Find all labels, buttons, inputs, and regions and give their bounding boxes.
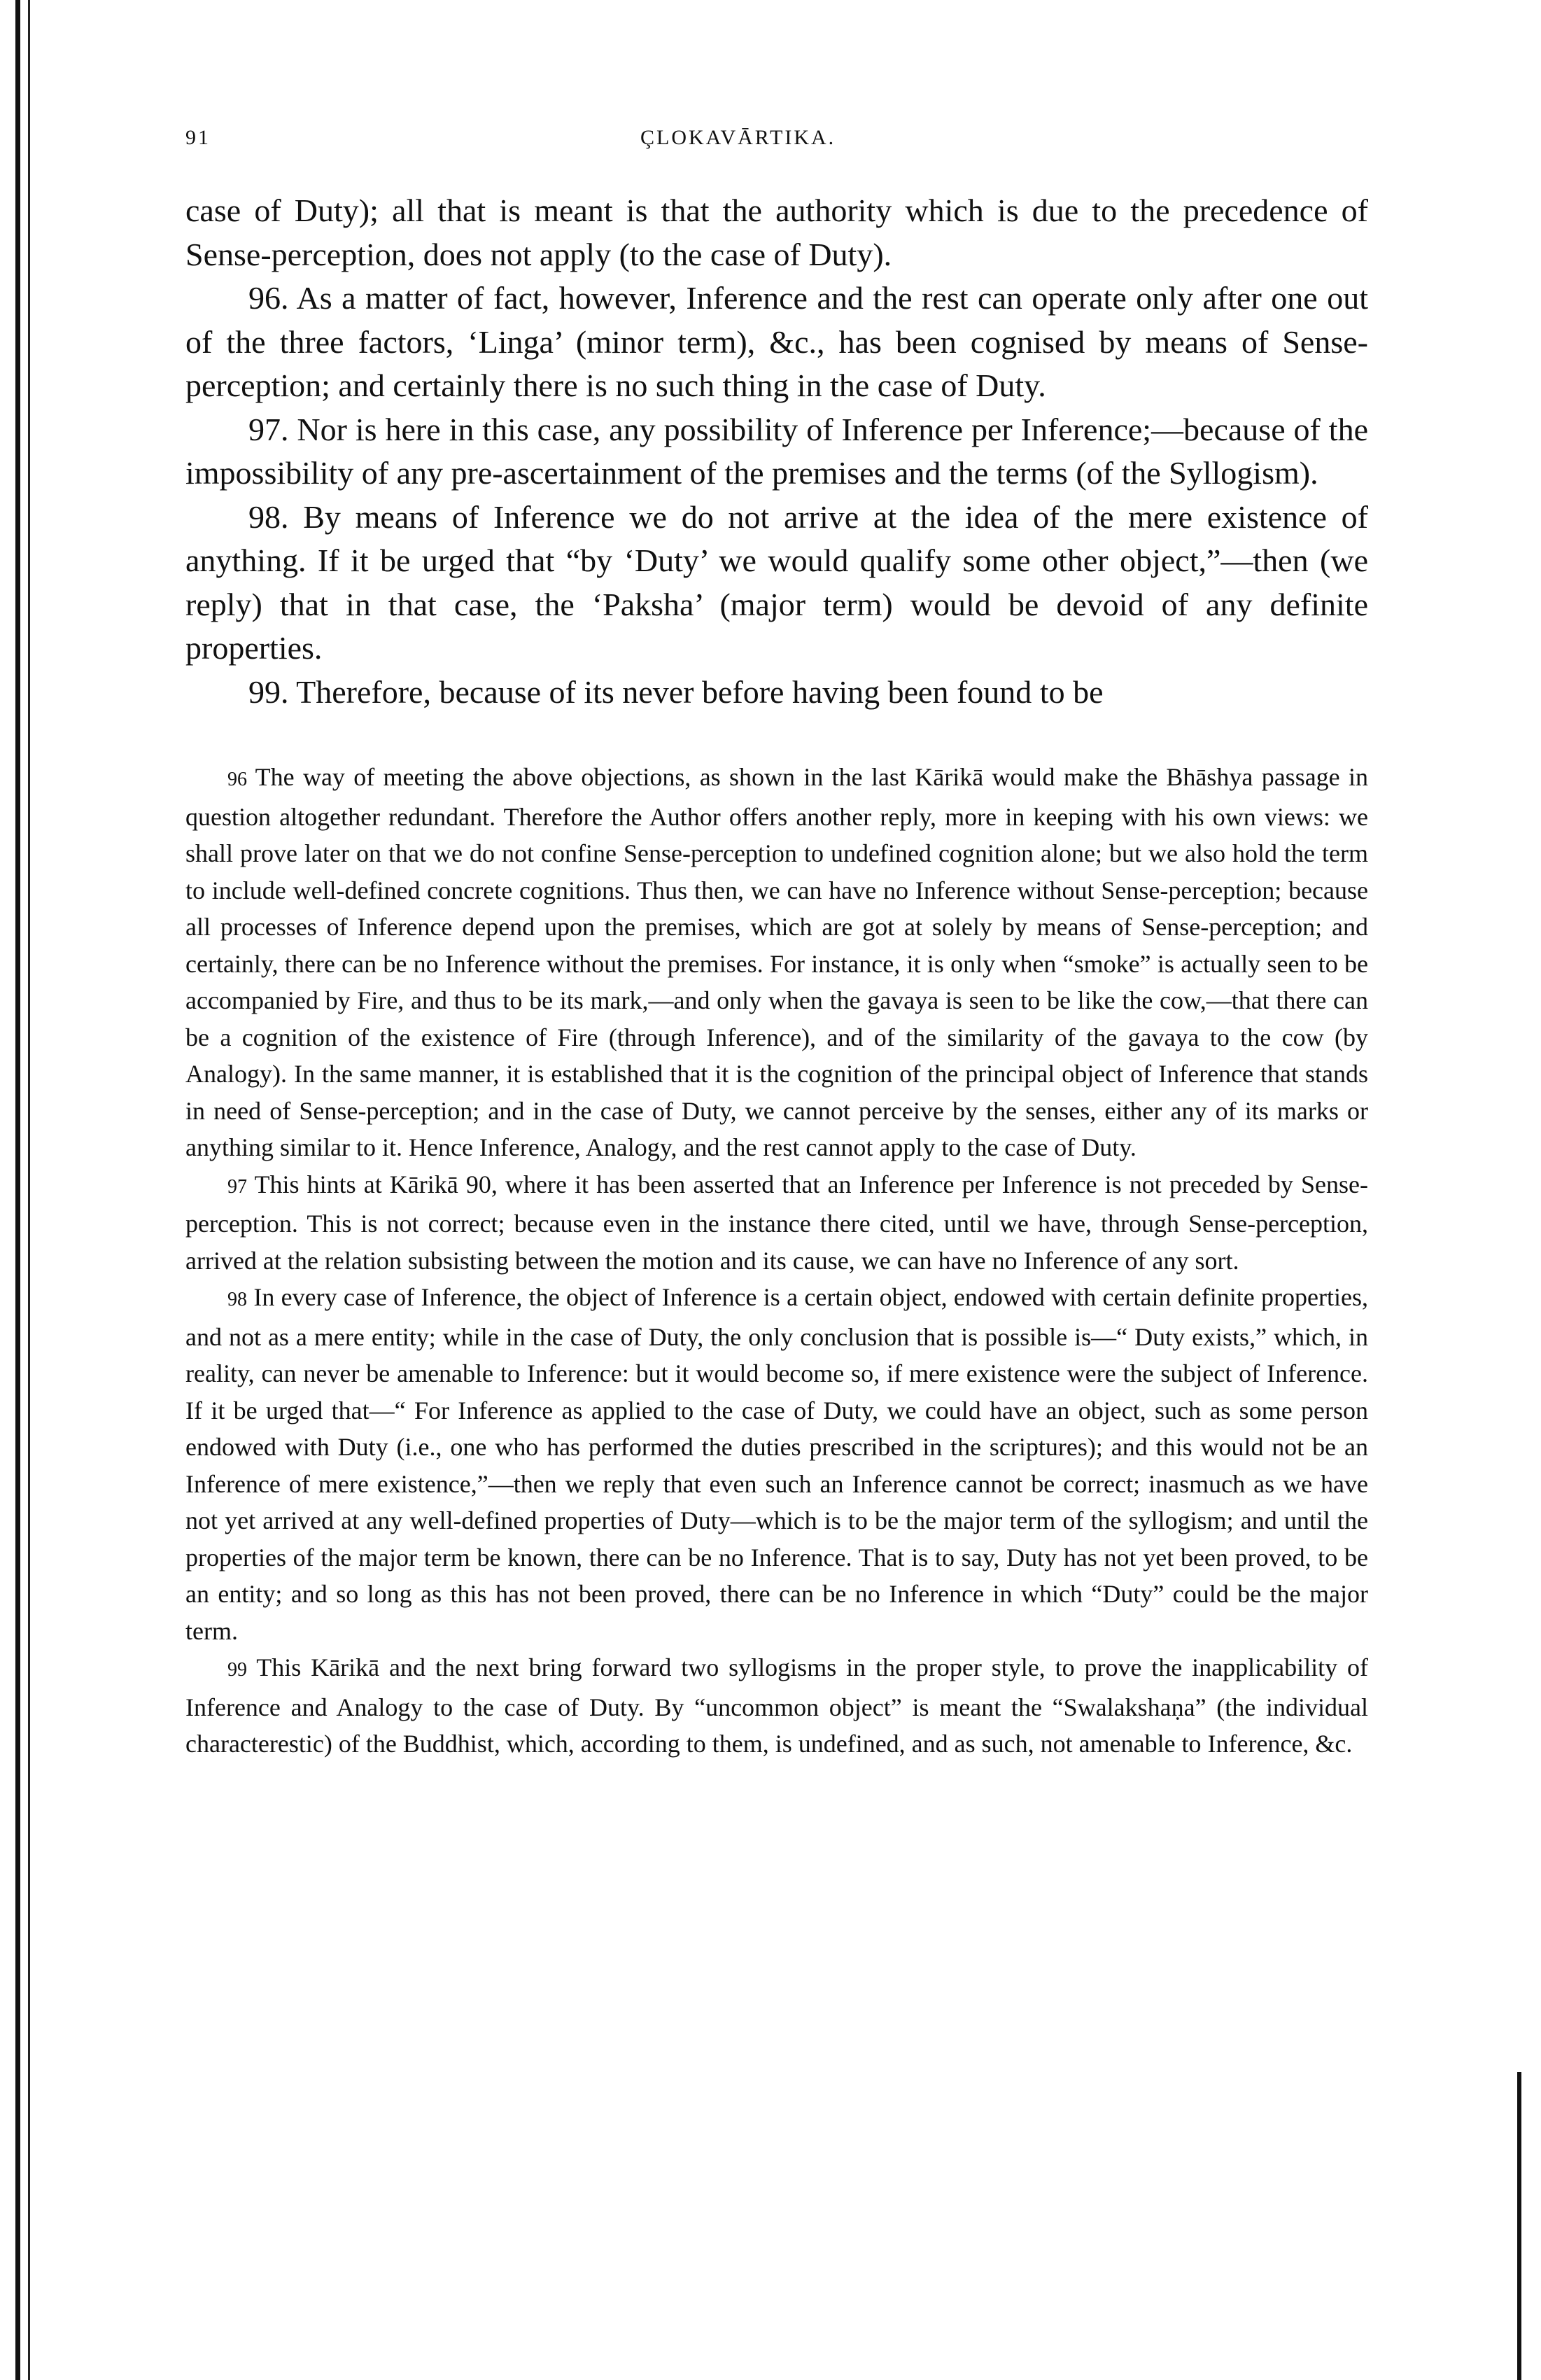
main-text	[185, 189, 1368, 714]
footnote-text: In every case of Inference, the object of Inference is a certain object, endowed with certain definite properties, and not as a mere entity; while in the case of Duty, the only conclusion that is possible is—“ Duty exists,” which, in reality, can never be amenable to Inference: but it would become so, if mere existence were the subject of Inference. If it be urged that—“ For Inference as applied to the case of Duty, we could have an object, such as some person endowed with Duty (i.e., one who has performed the duties prescribed in the scriptures); and this would not be an Inference of mere existence,”—then we reply that even such an Inference cannot be correct; inasmuch as we have not yet arrived at any well-defined properties of Duty—which is to be the major term of the syllogism; and until the properties of the major term be known, there can be no Inference. That is to say, Duty has not yet been proved, to be an entity; and so long as this has not been proved, there can be no Inference in which “Duty” could be the major term.	[185, 1283, 1369, 1645]
paragraph-97: 97. Nor is here in this case, any possibility of Inference per Inference;—because of the impossibility of any pre-ascertainment of the premises and the terms (of the Syllogism).	[185, 411, 1368, 491]
footnote-97	[185, 1166, 1368, 1280]
paragraph-continued: case of Duty); all that is meant is that the authority which is due to the precedence of Sense-perception, does not apply (to the case of Duty).	[185, 192, 1368, 272]
footnote-number: 96	[227, 769, 247, 790]
book-page	[185, 126, 1368, 1763]
running-head	[185, 126, 1368, 168]
footnote-text: This Kārikā and the next bring forward two syllogisms in the proper style, to prove the inapplicability of Inference and Analogy to the case of Duty. By “uncommon object” is meant the “Swalakshaṇa” (the individual characterestic) of the Buddhist, which, according to them, is undefined, and as such, not amenable to Inference, &c.	[185, 1653, 1369, 1758]
paragraph-99: 99. Therefore, because of its never before having been found to be	[248, 673, 1104, 710]
scan-binding-line	[28, 0, 30, 2380]
page-number: 91	[185, 126, 211, 149]
scan-binding-edge	[15, 0, 20, 2380]
footnote-number: 98	[227, 1289, 247, 1310]
footnote-number: 99	[227, 1659, 247, 1681]
footnote-99	[185, 1649, 1368, 1763]
scan-edge-mark	[1517, 2072, 1521, 2380]
footnote-text: The way of meeting the above objections, as shown in the last Kārikā would make the Bhāshya passage in question altogether redundant. Therefore the Author offers another reply, more in keeping with his own views: we shall prove later on that we do not confine Sense-perception to undefined cognition alone; but we also hold the term to include well-defined concrete cognitions. Thus then, we can have no Inference without Sense-perception; because all processes of Inference depend upon the premises, which are got at solely by means of Sense-perception; and certainly, there can be no Inference without the premises. For instance, it is only when “smoke” is actually seen to be accompanied by Fire, and thus to be its mark,—and only when the gavaya is seen to be like the cow,—that there can be a cognition of the existence of Fire (through Inference), and of the similarity of the gavaya to the cow (by Analogy). In the same manner, it is established that it is the cognition of the principal object of Inference that stands in need of Sense-perception; and in the case of Duty, we cannot perceive by the senses, either any of its marks or anything similar to it. Hence Inference, Analogy, and the rest cannot apply to the case of Duty.	[185, 763, 1368, 1161]
footnote-number: 97	[227, 1175, 247, 1198]
footnote-96	[185, 759, 1368, 1166]
paragraph-96: 96. As a matter of fact, however, Inference and the rest can operate only after one out of the three factors, ‘Linga’ (minor term), &c., has been cognised by means of Sense-perception; and certainly there is no such thing in the case of Duty.	[185, 280, 1368, 403]
footnote-text: This hints at Kārikā 90, where it has been asserted that an Inference per Inference is not preceded by Sense-perception. This is not correct; because even in the instance there cited, until we have, through Sense-perception, arrived at the relation subsisting between the motion and its cause, we can have no Inference of any sort.	[185, 1170, 1368, 1275]
footnote-98	[185, 1279, 1368, 1649]
running-title: ÇLOKAVĀRTIKA.	[640, 126, 836, 149]
paragraph-98: 98. By means of Inference we do not arrive at the idea of the mere existence of anything. If it be urged that “by ‘Duty’ we would qualify some other object,”—then (we reply) that in that case, the ‘Paksha’ (major term) would be devoid of any definite properties.	[185, 498, 1368, 666]
footnotes	[185, 759, 1368, 1763]
